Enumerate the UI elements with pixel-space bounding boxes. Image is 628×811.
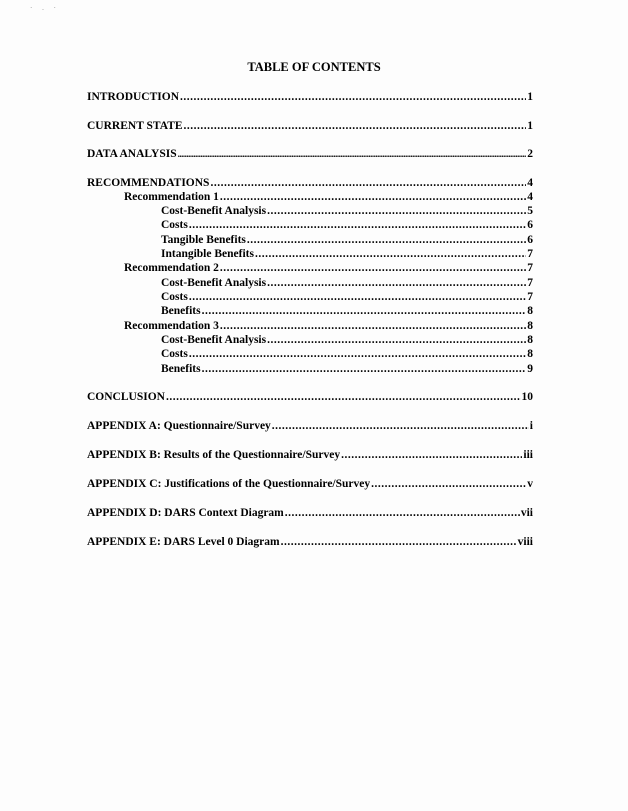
toc-entry-conclusion: CONCLUSION ..... 10 <box>87 390 533 404</box>
toc-entry-r3-benefits: Benefits ..... 9 <box>161 362 533 376</box>
toc-entry-appendix-b: APPENDIX B: Results of the Questionnaire/Survey ..... iii <box>87 448 533 462</box>
toc-entry-r3-costs: Costs ..... 8 <box>161 347 533 361</box>
toc-entry-r3-cost-benefit: Cost-Benefit Analysis ..... 8 <box>161 333 533 347</box>
toc-entry-recommendation-3: Recommendation 3 ..... 8 <box>124 319 533 333</box>
toc-entry-appendix-a: APPENDIX A: Questionnaire/Survey ..... i <box>87 419 533 433</box>
toc-entry-r1-costs: Costs ..... 6 <box>161 218 533 232</box>
toc-entry-introduction: INTRODUCTION ..... 1 <box>87 90 533 104</box>
toc-entry-r2-benefits: Benefits ..... 8 <box>161 304 533 318</box>
toc-entry-appendix-c: APPENDIX C: Justifications of the Questionnaire/Survey ..... v <box>87 477 533 491</box>
toc-entry-recommendation-2: Recommendation 2 ..... 7 <box>124 261 533 275</box>
toc-entry-r2-cost-benefit: Cost-Benefit Analysis ..... 7 <box>161 276 533 290</box>
toc-entry-r1-tangible-benefits: Tangible Benefits ..... 6 <box>161 233 533 247</box>
toc-entry-r1-cost-benefit: Cost-Benefit Analysis ..... 5 <box>161 204 533 218</box>
toc-entry-recommendations: RECOMMENDATIONS ..... 4 <box>87 176 533 190</box>
toc-entry-r1-intangible-benefits: Intangible Benefits ..... 7 <box>161 247 533 261</box>
toc-entry-data-analysis: DATA ANALYSIS ..... 2 <box>87 147 533 161</box>
scan-marks: · . · <box>30 4 60 12</box>
toc-entry-appendix-e: APPENDIX E: DARS Level 0 Diagram ..... viii <box>87 535 533 549</box>
toc-entry-appendix-d: APPENDIX D: DARS Context Diagram ..... vii <box>87 506 533 520</box>
toc-entry-current-state: CURRENT STATE ..... 1 <box>87 119 533 133</box>
toc-entry-r2-costs: Costs ..... 7 <box>161 290 533 304</box>
page-title: TABLE OF CONTENTS <box>247 60 381 74</box>
toc-entry-recommendation-1: Recommendation 1 ..... 4 <box>124 190 533 204</box>
